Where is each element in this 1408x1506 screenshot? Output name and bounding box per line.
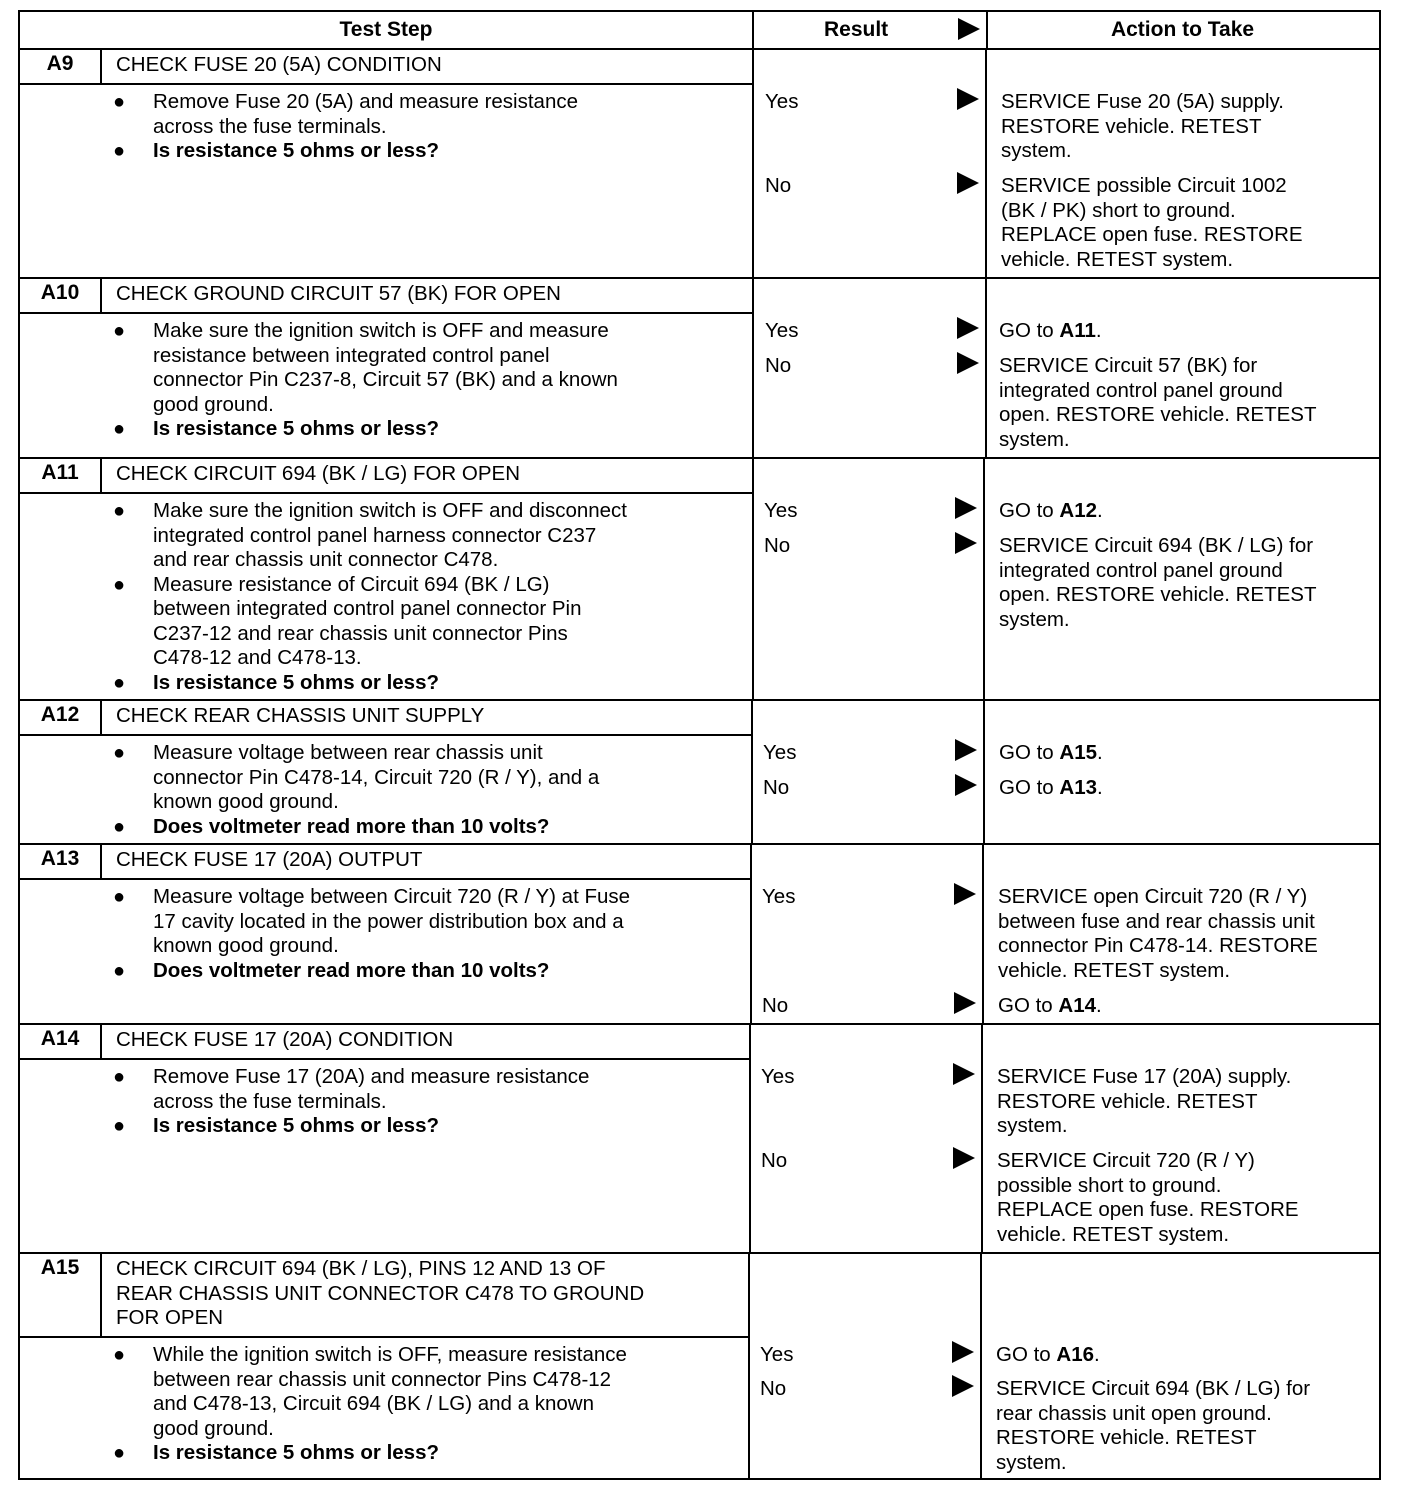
action-line: SERVICE Circuit 694 (BK / LG) for xyxy=(996,1377,1311,1400)
action-goto-prefix: GO to xyxy=(996,1343,1057,1366)
step-title-line: CHECK CIRCUIT 694 (BK / LG) FOR OPEN xyxy=(116,462,521,485)
action-column-divider xyxy=(985,277,987,457)
bullet-line: Measure voltage between rear chassis unit xyxy=(153,741,543,764)
step-title-line: CHECK FUSE 17 (20A) OUTPUT xyxy=(116,848,423,871)
action-line: RESTORE vehicle. RETEST xyxy=(997,1089,1258,1113)
action-column-divider xyxy=(982,843,984,1023)
result-column-divider xyxy=(748,1252,750,1480)
bullet-line: Does voltmeter read more than 10 volts? xyxy=(153,814,550,838)
action-line: SERVICE Fuse 20 (5A) supply. xyxy=(1001,90,1284,113)
arrow-right-icon xyxy=(954,883,976,905)
step-title-line: CHECK FUSE 17 (20A) CONDITION xyxy=(116,1028,454,1051)
step-title xyxy=(100,843,750,878)
step-question xyxy=(105,1114,739,1139)
header-divider-result xyxy=(752,12,754,48)
result-no: No xyxy=(765,174,792,197)
header-action: Action to Take xyxy=(1110,18,1255,41)
step-bullets xyxy=(105,885,740,983)
action-text xyxy=(999,354,1371,452)
result-yes: Yes xyxy=(765,319,799,342)
arrow-right-icon xyxy=(954,992,976,1014)
step-instruction xyxy=(105,319,742,417)
step-question xyxy=(105,417,742,442)
header-divider-action xyxy=(986,12,988,48)
action-column-divider xyxy=(983,699,985,843)
step-question xyxy=(105,815,741,840)
step-title xyxy=(100,457,752,492)
bullet-line: across the fuse terminals. xyxy=(153,1089,387,1113)
bullet-line: Is resistance 5 ohms or less? xyxy=(153,1114,439,1137)
action-line: possible short to ground. xyxy=(997,1173,1222,1197)
bullet-line: good ground. xyxy=(153,392,274,416)
step-id: A14 xyxy=(40,1027,80,1050)
action-goto-suffix: . xyxy=(1094,1343,1100,1366)
step-id-underline xyxy=(20,1058,100,1060)
step-instruction xyxy=(105,499,742,573)
header-arrow-icon xyxy=(958,18,980,40)
step-title-underline xyxy=(100,83,752,85)
result-no: No xyxy=(760,1377,787,1400)
step-title xyxy=(100,277,752,312)
action-goto-step: A11 xyxy=(1059,319,1096,342)
action-goto-step: A14 xyxy=(1058,994,1096,1017)
result-no: No xyxy=(765,354,792,377)
result-column-divider xyxy=(749,1023,751,1252)
result-no: No xyxy=(761,1149,788,1172)
action-text xyxy=(1001,90,1373,164)
arrow-right-icon xyxy=(957,172,979,194)
step-a13 xyxy=(20,843,750,878)
step-instruction xyxy=(105,741,741,815)
step-question xyxy=(105,139,742,164)
bullet-line: Is resistance 5 ohms or less? xyxy=(153,417,439,440)
bullet-icon: ● xyxy=(113,815,126,838)
arrow-right-icon xyxy=(953,1147,975,1169)
bullet-icon: ● xyxy=(113,671,126,694)
bullet-line: C237-12 and rear chassis unit connector Pins xyxy=(153,621,568,645)
result-no: No xyxy=(763,776,790,799)
bullet-line: and C478-13, Circuit 694 (BK / LG) and a known xyxy=(153,1392,594,1415)
action-line: system. xyxy=(999,427,1070,451)
arrow-right-icon xyxy=(955,774,977,796)
step-a9 xyxy=(20,48,752,83)
action-text xyxy=(998,885,1370,983)
result-yes: Yes xyxy=(765,90,799,113)
bullet-line: C478-12 and C478-13. xyxy=(153,646,362,669)
bullet-line: Is resistance 5 ohms or less? xyxy=(153,139,439,162)
bullet-line: known good ground. xyxy=(153,934,339,957)
action-line: REPLACE open fuse. RESTORE xyxy=(1001,223,1303,246)
step-instruction xyxy=(105,885,740,959)
arrow-right-icon xyxy=(957,317,979,339)
bullet-line: Is resistance 5 ohms or less? xyxy=(153,1441,439,1464)
action-goto-prefix: GO to xyxy=(999,319,1060,342)
action-goto-step: A12 xyxy=(1059,499,1097,522)
action-line: SERVICE open Circuit 720 (R / Y) xyxy=(998,885,1308,908)
step-question xyxy=(105,1441,738,1466)
step-bullets xyxy=(105,499,742,695)
step-title-underline xyxy=(100,1336,748,1338)
action-column-divider xyxy=(983,457,985,699)
step-title-line: CHECK FUSE 20 (5A) CONDITION xyxy=(116,53,442,76)
result-yes: Yes xyxy=(761,1065,795,1088)
action-line: REPLACE open fuse. RESTORE xyxy=(997,1198,1299,1221)
action-goto-suffix: . xyxy=(1097,499,1103,522)
action-line: SERVICE Circuit 694 (BK / LG) for xyxy=(999,534,1314,557)
bullet-icon: ● xyxy=(113,1442,126,1464)
step-title-underline xyxy=(100,312,752,314)
step-instruction xyxy=(105,90,742,139)
action-goto-suffix: . xyxy=(1095,319,1102,342)
bullet-line: Measure voltage between Circuit 720 (R / Y) at Fuse xyxy=(153,885,631,908)
action-line: system. xyxy=(997,1114,1068,1137)
bullet-line: 17 cavity located in the power distribution box and a xyxy=(153,909,624,933)
bullet-line: Remove Fuse 17 (20A) and measure resistance xyxy=(153,1065,590,1088)
step-bullets xyxy=(105,741,741,839)
action-goto-prefix: GO to xyxy=(999,741,1060,764)
action-line: integrated control panel ground xyxy=(999,558,1283,582)
step-id-underline xyxy=(20,1336,100,1338)
action-goto-step: A15 xyxy=(1059,741,1097,764)
bullet-line: known good ground. xyxy=(153,790,339,813)
action-goto-suffix: . xyxy=(1097,776,1103,799)
arrow-right-icon xyxy=(957,352,979,374)
bullet-line: between rear chassis unit connector Pins C478-12 xyxy=(153,1367,612,1391)
bullet-icon: ● xyxy=(113,959,126,982)
action-goto-suffix: . xyxy=(1096,994,1102,1017)
result-column-divider xyxy=(750,843,752,1023)
step-id: A15 xyxy=(40,1256,80,1279)
step-id: A9 xyxy=(46,52,74,75)
result-column-divider xyxy=(752,277,754,457)
step-id: A11 xyxy=(41,461,79,484)
action-line: open. RESTORE vehicle. RETEST xyxy=(999,583,1317,606)
bullet-line: While the ignition switch is OFF, measure resistance xyxy=(153,1343,627,1366)
step-title-line: CHECK GROUND CIRCUIT 57 (BK) FOR OPEN xyxy=(116,282,561,305)
result-yes: Yes xyxy=(763,741,797,764)
bullet-line: Make sure the ignition switch is OFF and measure xyxy=(153,319,609,342)
action-text xyxy=(999,534,1371,632)
bullet-line: Does voltmeter read more than 10 volts? xyxy=(153,958,550,982)
step-title-line: CHECK CIRCUIT 694 (BK / LG), PINS 12 AND 13 OF xyxy=(116,1257,606,1280)
result-yes: Yes xyxy=(764,499,798,522)
bullet-icon: ● xyxy=(113,1115,126,1137)
action-text xyxy=(997,1065,1369,1139)
action-text xyxy=(998,994,1370,1019)
step-title xyxy=(100,699,751,734)
action-text xyxy=(996,1377,1368,1475)
action-line: vehicle. RETEST system. xyxy=(1001,247,1234,271)
arrow-right-icon xyxy=(952,1341,974,1363)
step-a15 xyxy=(20,1252,748,1336)
step-id-underline xyxy=(20,878,100,880)
action-text xyxy=(999,776,1371,801)
table-header xyxy=(20,12,1379,50)
bullet-line: connector Pin C237-8, Circuit 57 (BK) and a known xyxy=(153,368,618,391)
bullet-line: good ground. xyxy=(153,1416,274,1440)
action-line: integrated control panel ground xyxy=(999,378,1283,402)
action-column-divider xyxy=(985,48,987,277)
step-a11 xyxy=(20,457,752,492)
step-instruction xyxy=(105,1343,738,1441)
step-title-underline xyxy=(100,492,752,494)
step-id-underline xyxy=(20,83,100,85)
step-id-underline xyxy=(20,492,100,494)
bullet-line: connector Pin C478-14, Circuit 720 (R / Y), and a xyxy=(153,765,600,789)
step-id-underline xyxy=(20,734,100,736)
step-id: A10 xyxy=(40,281,80,304)
step-question xyxy=(105,671,742,696)
bullet-icon: ● xyxy=(113,886,126,908)
bullet-icon: ● xyxy=(113,573,126,596)
step-title xyxy=(100,48,752,83)
step-title-line: CHECK REAR CHASSIS UNIT SUPPLY xyxy=(116,704,485,727)
header-test-step: Test Step xyxy=(339,18,433,41)
arrow-right-icon xyxy=(957,88,979,110)
step-a14 xyxy=(20,1023,749,1058)
action-goto-prefix: GO to xyxy=(998,994,1059,1017)
step-title-underline xyxy=(100,1058,749,1060)
bullet-icon: ● xyxy=(113,91,126,113)
arrow-right-icon xyxy=(955,532,977,554)
action-line: (BK / PK) short to ground. xyxy=(1001,198,1236,222)
step-bullets xyxy=(105,319,742,442)
step-instruction xyxy=(105,573,742,671)
bullet-line: Measure resistance of Circuit 694 (BK / LG) xyxy=(153,572,550,596)
bullet-line: and rear chassis unit connector C478. xyxy=(153,548,499,571)
bullet-line: resistance between integrated control panel xyxy=(153,343,550,367)
bullet-icon: ● xyxy=(113,742,126,764)
action-text xyxy=(999,319,1371,344)
action-goto-prefix: GO to xyxy=(999,776,1060,799)
action-goto-suffix: . xyxy=(1097,741,1103,764)
action-line: system. xyxy=(996,1450,1067,1474)
result-yes: Yes xyxy=(762,885,796,908)
bullet-line: integrated control panel harness connector C237 xyxy=(153,523,597,547)
step-bullets xyxy=(105,1065,739,1139)
step-title-underline xyxy=(100,878,750,880)
arrow-right-icon xyxy=(955,739,977,761)
step-title xyxy=(100,1252,748,1336)
action-line: vehicle. RETEST system. xyxy=(997,1222,1230,1246)
action-column-divider xyxy=(980,1252,982,1480)
action-line: RESTORE vehicle. RETEST xyxy=(1001,114,1262,138)
bullet-icon: ● xyxy=(113,1066,126,1088)
bullet-line: Is resistance 5 ohms or less? xyxy=(153,670,439,694)
action-line: rear chassis unit open ground. xyxy=(996,1401,1272,1425)
action-line: SERVICE possible Circuit 1002 xyxy=(1001,174,1287,197)
action-line: vehicle. RETEST system. xyxy=(998,958,1231,982)
arrow-right-icon xyxy=(952,1375,974,1397)
action-line: connector Pin C478-14. RESTORE xyxy=(998,934,1318,957)
result-column-divider xyxy=(752,457,754,699)
header-result: Result xyxy=(824,18,889,41)
step-title xyxy=(100,1023,749,1058)
step-id-underline xyxy=(20,312,100,314)
step-a10 xyxy=(20,277,752,312)
action-line: SERVICE Fuse 17 (20A) supply. xyxy=(997,1065,1292,1088)
step-instruction xyxy=(105,1065,739,1114)
arrow-right-icon xyxy=(953,1063,975,1085)
action-text xyxy=(999,499,1371,524)
result-yes: Yes xyxy=(760,1343,794,1366)
bullet-line: between integrated control panel connector Pin xyxy=(153,597,582,620)
action-line: between fuse and rear chassis unit xyxy=(998,909,1315,933)
step-title-line: REAR CHASSIS UNIT CONNECTOR C478 TO GROUND xyxy=(116,1281,645,1305)
result-no: No xyxy=(764,534,791,557)
step-id: A13 xyxy=(40,847,80,870)
bullet-icon: ● xyxy=(113,140,126,162)
action-goto-prefix: GO to xyxy=(999,499,1060,522)
result-no: No xyxy=(762,994,789,1017)
result-column-divider xyxy=(752,48,754,277)
bullet-line: Remove Fuse 20 (5A) and measure resistance xyxy=(153,90,579,113)
bullet-line: Make sure the ignition switch is OFF and disconnect xyxy=(153,499,627,522)
step-bullets xyxy=(105,90,742,164)
action-text xyxy=(999,741,1371,766)
step-a12 xyxy=(20,699,751,734)
action-column-divider xyxy=(981,1023,983,1252)
bullet-icon: ● xyxy=(113,418,126,440)
test-step-table xyxy=(18,10,1381,1480)
action-line: open. RESTORE vehicle. RETEST xyxy=(999,403,1317,426)
action-text xyxy=(1001,174,1373,272)
step-title-line: FOR OPEN xyxy=(116,1306,224,1329)
action-line: system. xyxy=(1001,139,1072,162)
step-question xyxy=(105,959,740,984)
step-id: A12 xyxy=(40,703,80,726)
step-bullets xyxy=(105,1343,738,1466)
arrow-right-icon xyxy=(955,497,977,519)
bullet-line: across the fuse terminals. xyxy=(153,114,387,138)
action-goto-step: A13 xyxy=(1059,776,1097,799)
action-line: RESTORE vehicle. RETEST xyxy=(996,1426,1257,1449)
action-line: SERVICE Circuit 57 (BK) for xyxy=(999,354,1258,377)
action-text xyxy=(996,1343,1368,1368)
action-line: SERVICE Circuit 720 (R / Y) xyxy=(997,1149,1255,1172)
bullet-icon: ● xyxy=(113,320,126,342)
action-line: system. xyxy=(999,607,1070,631)
action-goto-step: A16 xyxy=(1056,1343,1094,1366)
bullet-icon: ● xyxy=(113,500,126,522)
bullet-icon: ● xyxy=(113,1344,126,1366)
action-text xyxy=(997,1149,1369,1247)
result-column-divider xyxy=(751,699,753,843)
step-title-underline xyxy=(100,734,751,736)
